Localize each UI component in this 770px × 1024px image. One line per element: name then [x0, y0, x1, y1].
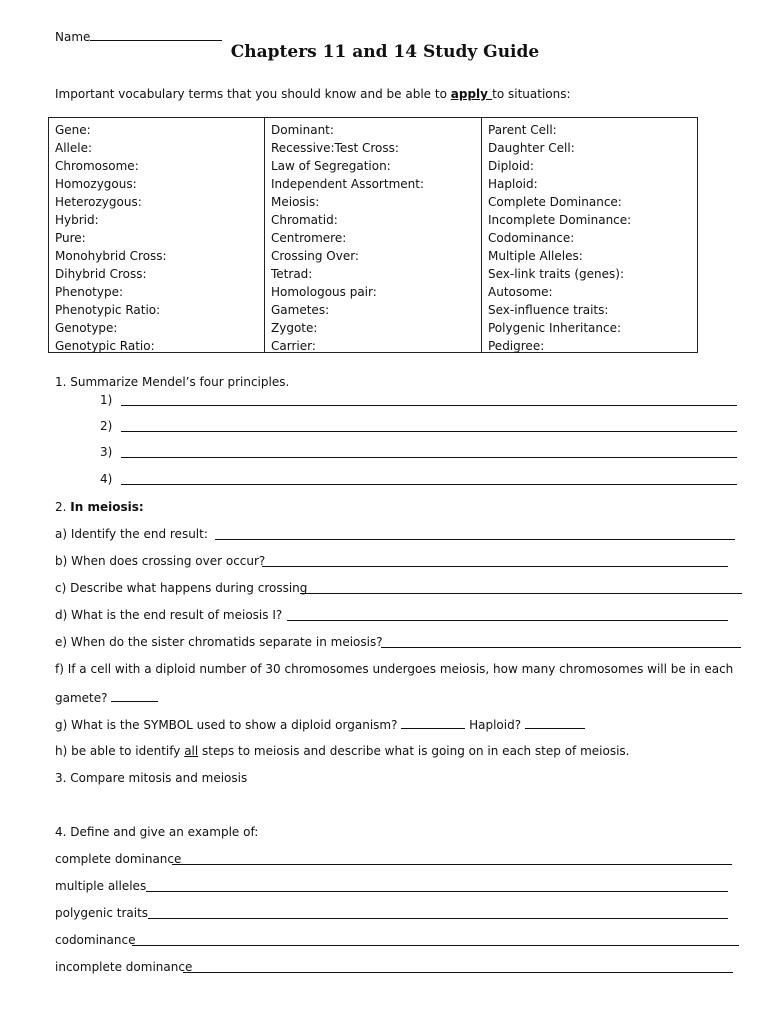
question-2b — [55, 554, 265, 568]
question-2d-answer-line[interactable] — [287, 608, 728, 621]
question-2a — [55, 527, 208, 541]
vocab-term: Independent Assortment: — [271, 177, 424, 191]
principle-item — [100, 419, 112, 433]
vocab-term: Genotype: — [55, 321, 118, 335]
vocab-term: Dihybrid Cross: — [55, 267, 147, 281]
principle-answer-line[interactable] — [121, 472, 737, 485]
vocab-term: Meiosis: — [271, 195, 320, 209]
define-term: codominance — [55, 933, 136, 947]
vocab-term: Homologous pair: — [271, 285, 377, 299]
vocab-col-2 — [271, 121, 424, 355]
vocab-col-divider — [481, 118, 482, 352]
define-term: multiple alleles — [55, 879, 147, 893]
define-answer-line[interactable] — [148, 906, 728, 919]
vocab-term: Sex-influence traits: — [488, 303, 609, 317]
principle-item — [100, 445, 112, 459]
question-2g — [55, 717, 585, 732]
intro-after: to situations: — [492, 87, 571, 101]
name-blank[interactable] — [90, 29, 222, 41]
vocab-term: Autosome: — [488, 285, 553, 299]
define-answer-line[interactable] — [146, 879, 728, 892]
principle-number: 2) — [100, 419, 113, 433]
define-answer-line[interactable] — [183, 960, 733, 973]
principle-number: 3) — [100, 445, 113, 459]
question-2g-diploid-answer[interactable] — [401, 717, 465, 729]
vocab-term: Polygenic Inheritance: — [488, 321, 622, 335]
vocab-term: Parent Cell: — [488, 123, 557, 137]
question-2c-text: c) Describe what happens during crossing — [55, 581, 308, 595]
page-title: Chapters 11 and 14 Study Guide — [230, 42, 540, 62]
question-2-number: 2. — [55, 500, 71, 514]
define-term: incomplete dominance — [55, 960, 193, 974]
vocab-term: Dominant: — [271, 123, 334, 137]
vocab-table — [48, 117, 698, 353]
vocab-term: Sex-link traits (genes): — [488, 267, 625, 281]
vocab-term: Hybrid: — [55, 213, 99, 227]
vocab-term: Carrier: — [271, 339, 316, 353]
question-2h — [55, 744, 630, 758]
vocab-term: Zygote: — [271, 321, 318, 335]
principle-answer-line[interactable] — [121, 393, 737, 406]
vocab-term: Heterozygous: — [55, 195, 142, 209]
question-2g-haploid-answer[interactable] — [525, 717, 585, 729]
question-2h-before: h) be able to identify — [55, 744, 185, 758]
vocab-term: Monohybrid Cross: — [55, 249, 167, 263]
question-2h-emphasis: all — [184, 744, 199, 758]
vocab-term: Centromere: — [271, 231, 347, 245]
principle-number: 4) — [100, 472, 113, 486]
vocab-term: Daughter Cell: — [488, 141, 575, 155]
define-answer-line[interactable] — [132, 933, 739, 946]
vocab-col-3 — [488, 121, 631, 355]
principle-answer-line[interactable] — [121, 445, 737, 458]
question-2e — [55, 635, 383, 649]
intro-emphasis: apply — [450, 87, 493, 101]
vocab-term: Codominance: — [488, 231, 575, 245]
vocab-term: Haploid: — [488, 177, 538, 191]
question-2f-answer-line[interactable] — [111, 690, 158, 702]
question-2f-continued — [55, 690, 158, 705]
principle-item — [100, 393, 112, 407]
vocab-term: Gametes: — [271, 303, 330, 317]
question-2b-text: b) When does crossing over occur? — [55, 554, 266, 568]
vocab-term: Gene: — [55, 123, 91, 137]
vocab-term: Recessive:Test Cross: — [271, 141, 399, 155]
vocab-term: Phenotypic Ratio: — [55, 303, 161, 317]
vocab-term: Genotypic Ratio: — [55, 339, 155, 353]
vocab-col-1 — [55, 121, 167, 355]
question-2b-answer-line[interactable] — [262, 554, 728, 567]
vocab-term: Diploid: — [488, 159, 534, 173]
vocab-term: Complete Dominance: — [488, 195, 622, 209]
question-2g-diploid: g) What is the SYMBOL used to show a diploid organism? — [55, 718, 402, 732]
question-2h-after: steps to meiosis and describe what is going on in each step of meiosis. — [198, 744, 630, 758]
question-1: 1. Summarize Mendel’s four principles. — [55, 375, 290, 389]
question-2a-answer-line[interactable] — [215, 527, 735, 540]
question-2 — [55, 500, 144, 514]
question-3: 3. Compare mitosis and meiosis — [55, 771, 248, 785]
vocab-term: Pure: — [55, 231, 86, 245]
vocab-term: Tetrad: — [271, 267, 313, 281]
question-2e-text: e) When do the sister chromatids separate in meiosis? — [55, 635, 383, 649]
question-2g-haploid: Haploid? — [465, 718, 525, 732]
question-2e-answer-line[interactable] — [381, 635, 741, 648]
question-2f-gamete: gamete? — [55, 691, 112, 705]
intro-before: Important vocabulary terms that you should know and be able to — [55, 87, 451, 101]
question-2d-text: d) What is the end result of meiosis I? — [55, 608, 283, 622]
principle-answer-line[interactable] — [121, 419, 737, 432]
principle-item — [100, 472, 112, 486]
define-answer-line[interactable] — [172, 852, 732, 865]
vocab-term: Pedigree: — [488, 339, 545, 353]
vocab-term: Homozygous: — [55, 177, 137, 191]
vocab-col-divider — [264, 118, 265, 352]
vocab-term: Chromatid: — [271, 213, 338, 227]
question-2a-text: a) Identify the end result: — [55, 527, 208, 541]
question-2-heading: In meiosis: — [70, 500, 144, 514]
vocab-term: Multiple Alleles: — [488, 249, 583, 263]
question-4: 4. Define and give an example of: — [55, 825, 259, 839]
question-2f: f) If a cell with a diploid number of 30 chromosomes undergoes meiosis, how many chromosomes will be in each — [55, 662, 734, 676]
principle-number: 1) — [100, 393, 113, 407]
vocab-term: Phenotype: — [55, 285, 124, 299]
define-term: complete dominance — [55, 852, 182, 866]
intro-text — [55, 87, 571, 101]
define-term: polygenic traits — [55, 906, 149, 920]
question-2c-answer-line[interactable] — [300, 581, 742, 594]
question-2d — [55, 608, 282, 622]
question-2c — [55, 581, 307, 595]
vocab-term: Chromosome: — [55, 159, 139, 173]
vocab-term: Allele: — [55, 141, 93, 155]
vocab-term: Incomplete Dominance: — [488, 213, 632, 227]
name-label: Name — [55, 30, 91, 44]
vocab-term: Crossing Over: — [271, 249, 359, 263]
vocab-term: Law of Segregation: — [271, 159, 391, 173]
